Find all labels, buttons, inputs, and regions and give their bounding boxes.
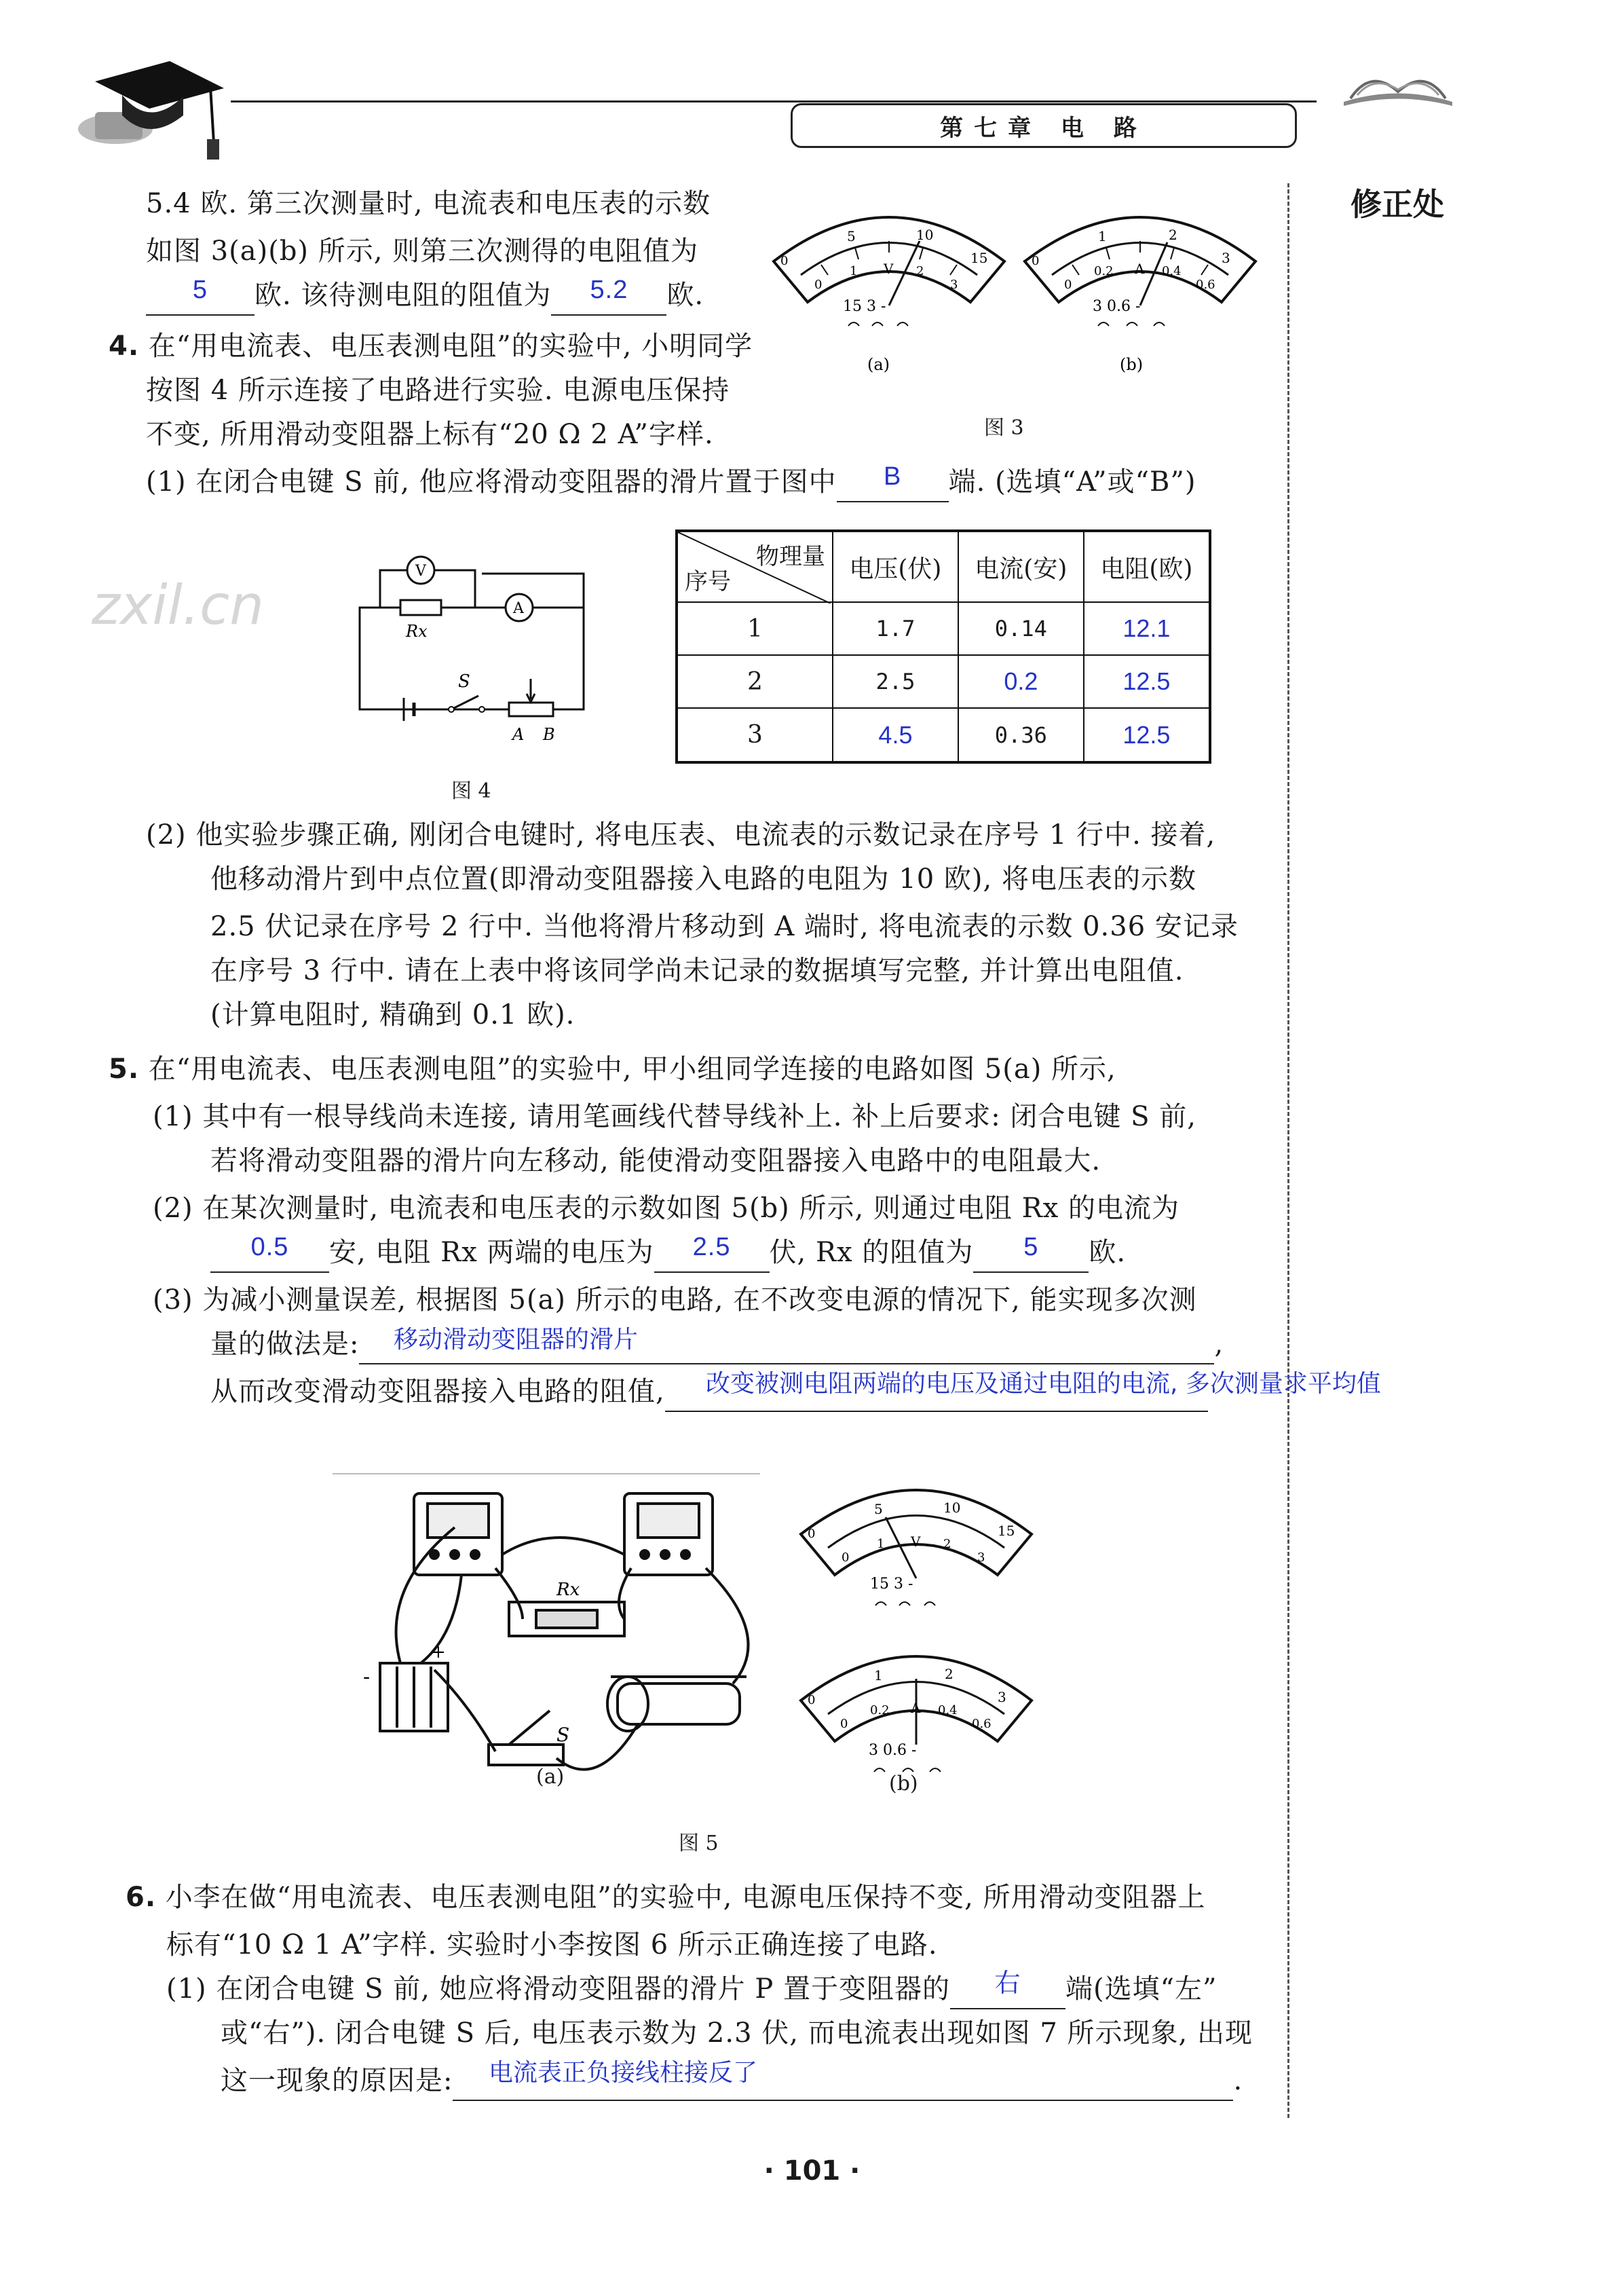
- fig3-a-bot-04: 0.4: [1162, 264, 1182, 278]
- fig3-v-bot-1: 1: [850, 264, 858, 278]
- fig5-v-bot-2: 2: [943, 1537, 951, 1551]
- fig5-a-top-3: 3: [998, 1689, 1006, 1705]
- q4-line1-text: 在“用电流表、电压表测电阻”的实验中, 小明同学: [148, 331, 753, 362]
- fig5-v-bot-0: 0: [842, 1550, 850, 1565]
- q4-blank-end[interactable]: [837, 462, 949, 502]
- fig5-apparatus: [353, 1480, 760, 1779]
- fig3-b-label: (b): [1120, 355, 1144, 374]
- fig5-a-terminals: 3 0.6 -: [869, 1742, 917, 1759]
- fig4-end-a: A: [512, 725, 525, 744]
- fig3-v-top-15: 15: [970, 250, 988, 266]
- table-cell-n: 2: [677, 655, 833, 708]
- fig3-a-bot-06: 0.6: [1196, 278, 1215, 292]
- q6-p1-end: .: [1233, 2065, 1243, 2096]
- fig3-a-bot-0: 0: [1064, 278, 1072, 292]
- fig5-v-zero: 0: [808, 1527, 816, 1541]
- fig5-v-bot-1: 1: [877, 1537, 885, 1551]
- q4-line1: [109, 326, 753, 367]
- table-cell-n: 3: [677, 708, 833, 762]
- q5-p2-l1: (2) 在某次测量时, 电流表和电压表的示数如图 5(b) 所示, 则通过电阻 Rx 的电流为: [153, 1193, 1180, 1224]
- fig5-a-bot-unit: A: [911, 1700, 921, 1716]
- q4-number: 4.: [109, 331, 140, 362]
- fig4-rx-label: Rx: [406, 622, 428, 641]
- watermark: zxil.cn: [92, 574, 264, 637]
- q5-p2-a: 安, 电阻 Rx 两端的电压为: [329, 1237, 654, 1268]
- fig3-a-terminals: 3 0.6 -: [1093, 298, 1141, 315]
- q5-p2-b: 伏, Rx 的阻值为: [769, 1237, 974, 1268]
- q5-ans-voltage: 2.5: [692, 1233, 731, 1261]
- fig5-v-top-5: 5: [874, 1501, 883, 1517]
- table-row: [677, 655, 1210, 708]
- q6-ans-side: 右: [994, 1969, 1021, 1998]
- q4-p2-l1: (2) 他实验步骤正确, 刚闭合电键时, 将电压表、电流表的示数记录在序号 1 行中. 接着,: [146, 819, 1216, 851]
- fig3-voltmeter: [767, 187, 1011, 390]
- q4-part1-b: 端. (选填“A”或“B”): [948, 466, 1196, 498]
- q3-line3-b: 欧.: [666, 280, 704, 311]
- q3-line2: 如图 3(a)(b) 所示, 则第三次测得的电阻值为: [146, 236, 699, 267]
- fig3-caption: 图 3: [984, 416, 1024, 440]
- fig3-a-bot-02: 0.2: [1094, 264, 1114, 278]
- fig5-minus: -: [363, 1665, 371, 1689]
- q3-ans-avg: 5.2: [590, 276, 628, 304]
- table-cell-i[interactable]: 0.2: [958, 655, 1084, 708]
- table-row: [677, 602, 1210, 655]
- table-cell-r[interactable]: 12.5: [1084, 708, 1210, 762]
- table-cell-r[interactable]: 12.1: [1084, 602, 1210, 655]
- q5-p2-c: 欧.: [1089, 1237, 1127, 1268]
- q5-p3-l1: (3) 为减小测量误差, 根据图 5(a) 所示的电路, 在不改变电源的情况下, 能实现多次测: [153, 1284, 1197, 1316]
- table-corner-bottom: 序号: [685, 568, 731, 595]
- fig4-end-b: B: [543, 725, 555, 744]
- chapter-title: 第七章 电 路: [940, 115, 1148, 142]
- book-logo: [1337, 61, 1459, 109]
- fig5-plus: +: [431, 1642, 446, 1662]
- table-cell-v: 2.5: [833, 655, 958, 708]
- fig4-circuit: [339, 536, 597, 754]
- q4-p2-l5: (计算电阻时, 精确到 0.1 欧).: [210, 999, 575, 1030]
- fig5-v-top-10: 10: [943, 1500, 961, 1516]
- fig3-v-bot-3: 3: [950, 278, 958, 292]
- fig5-top-rule: [333, 1473, 760, 1474]
- fig3-a-top-1: 1: [1098, 228, 1107, 244]
- fig5-v-top-15: 15: [998, 1523, 1015, 1539]
- table-header-voltage: 电压(伏): [833, 531, 958, 602]
- table-row: [677, 708, 1210, 762]
- q4-part1: [146, 462, 1196, 502]
- q4-line2: 按图 4 所示连接了电路进行实验. 电源电压保持: [146, 375, 730, 406]
- fig5-voltmeter: [787, 1459, 1045, 1636]
- fig4-caption: 图 4: [451, 779, 491, 803]
- fig3-ammeter: [1018, 187, 1262, 390]
- q5-line1: [109, 1049, 1116, 1090]
- q4-line3: 不变, 所用滑动变阻器上标有“20 Ω 2 A”字样.: [146, 419, 714, 450]
- table-header-current: 电流(安): [958, 531, 1084, 602]
- fig5-v-terminals: 15 3 -: [870, 1576, 913, 1593]
- fig5-rx-label: Rx: [556, 1580, 580, 1600]
- fig3-a-label: (a): [867, 355, 890, 374]
- q4-p2-l3: 2.5 伏记录在序号 2 行中. 当他将滑片移动到 A 端时, 将电流表的示数 0.36 安记录: [210, 911, 1239, 942]
- fig3-v-terminals: 15 3 -: [843, 298, 886, 315]
- header-rule: [231, 100, 1317, 103]
- fig5-switch-label: S: [556, 1724, 570, 1746]
- fig5-a-top-2: 2: [945, 1666, 953, 1682]
- q5-p1-l2: 若将滑动变阻器的滑片向左移动, 能使滑动变阻器接入电路中的电阻最大.: [210, 1145, 1101, 1176]
- fig5-a-bot-04: 0.4: [938, 1703, 958, 1717]
- q4-ans-end: B: [883, 462, 902, 491]
- q6-part1-b: 端(选填“左”: [1065, 1973, 1217, 2005]
- fig3-v-top-5: 5: [847, 228, 856, 244]
- table-cell-i: 0.36: [958, 708, 1084, 762]
- q5-ans-res: 5: [1023, 1233, 1039, 1261]
- fig3-a-bot-unit: A: [1135, 261, 1145, 277]
- table-corner-top: 物理量: [756, 543, 825, 570]
- fig5-a-zero: 0: [808, 1693, 816, 1707]
- fig5-v-bot-3: 3: [977, 1550, 985, 1565]
- fig5-v-bot-unit: V: [911, 1533, 921, 1550]
- fig4-voltmeter-label: V: [415, 563, 426, 580]
- q6-blank-side[interactable]: [950, 1969, 1065, 2009]
- q3-blank-avg[interactable]: [551, 276, 666, 316]
- fig5-a-bot-06: 0.6: [972, 1717, 992, 1731]
- q6-line2: 标有“10 Ω 1 A”字样. 实验时小李按图 6 所示正确连接了电路.: [166, 1929, 938, 1960]
- table-cell-n: 1: [677, 602, 833, 655]
- q5-p1-l1: (1) 其中有一根导线尚未连接, 请用笔画线代替导线补上. 补上后要求: 闭合电键 S 前,: [153, 1101, 1196, 1132]
- q6-ans-reason: 电流表正负接线柱接反了: [489, 2059, 758, 2087]
- q6-p1-l2: 或“右”). 闭合电键 S 后, 电压表示数为 2.3 伏, 而电流表出现如图 7 所示现象, 出现: [221, 2018, 1253, 2049]
- fig4-ammeter-label: A: [513, 600, 524, 617]
- q5-number: 5.: [109, 1054, 140, 1085]
- q5-blank-voltage[interactable]: [654, 1233, 770, 1273]
- q5-p3-l3-text: 从而改变滑动变阻器接入电路的阻值,: [210, 1376, 665, 1407]
- q6-number: 6.: [126, 1882, 157, 1913]
- q5-ans-current: 0.5: [250, 1233, 289, 1261]
- q3-line1: 5.4 欧. 第三次测量时, 电流表和电压表的示数: [146, 188, 711, 219]
- table-cell-v[interactable]: 4.5: [833, 708, 958, 762]
- q5-p3-l2-end: ,: [1214, 1328, 1224, 1360]
- q6-line1-text: 小李在做“用电流表、电压表测电阻”的实验中, 电源电压保持不变, 所用滑动变阻器上: [165, 1882, 1206, 1913]
- fig5-a-bot-02: 0.2: [870, 1703, 890, 1717]
- graduation-cap-logo: [68, 54, 231, 163]
- fig3-v-bot-unit: V: [884, 261, 894, 277]
- fig5-a-top-1: 1: [874, 1667, 883, 1684]
- table-header-resistance: 电阻(欧): [1084, 531, 1210, 602]
- table-cell-i: 0.14: [958, 602, 1084, 655]
- q6-part1: [166, 1969, 1217, 2009]
- fig4-switch-label: S: [458, 671, 470, 692]
- fig5-b-label: (b): [889, 1772, 918, 1796]
- q3-line3: [146, 275, 704, 316]
- fig3-a-top-3: 3: [1222, 250, 1230, 266]
- q6-p1-l3-text: 这一现象的原因是:: [221, 2065, 453, 2096]
- data-table: [675, 529, 1211, 764]
- q4-p2-l4: 在序号 3 行中. 请在上表中将该同学尚未记录的数据填写完整, 并计算出电阻值.: [210, 955, 1184, 986]
- q5-p3-l2: [210, 1324, 1224, 1364]
- fig5-a-label: (a): [536, 1765, 565, 1789]
- q3-line3-a: 欧. 该待测电阻的阻值为: [254, 280, 552, 311]
- q3-blank-resistance[interactable]: [146, 276, 254, 316]
- q6-line1: [126, 1877, 1206, 1918]
- q3-ans-resistance: 5: [192, 276, 208, 304]
- fig3-v-zero: 0: [780, 254, 789, 268]
- fig3-v-bot-0: 0: [814, 278, 823, 292]
- q5-ans-result: 改变被测电阻两端的电压及通过电阻的电流, 多次测量求平均值: [706, 1370, 1381, 1398]
- q5-line1-text: 在“用电流表、电压表测电阻”的实验中, 甲小组同学连接的电路如图 5(a) 所示,: [148, 1054, 1116, 1085]
- page-number: · 101 ·: [763, 2155, 861, 2187]
- q4-part1-a: (1) 在闭合电键 S 前, 他应将滑动变阻器的滑片置于图中: [146, 466, 837, 498]
- q5-ans-method: 移动滑动变阻器的滑片: [394, 1326, 639, 1354]
- fig3-v-top-10: 10: [916, 227, 934, 243]
- table-cell-v: 1.7: [833, 602, 958, 655]
- q5-p3-l2-text: 量的做法是:: [210, 1328, 360, 1360]
- q5-blank-current[interactable]: [210, 1233, 329, 1273]
- fig5-caption: 图 5: [679, 1832, 719, 1855]
- table-cell-r[interactable]: 12.5: [1084, 655, 1210, 708]
- fig3-v-bot-2: 2: [916, 264, 924, 278]
- q5-blank-res[interactable]: [973, 1233, 1089, 1273]
- margin-label: 修正处: [1351, 186, 1444, 223]
- fig3-a-top-2: 2: [1169, 227, 1177, 243]
- fig3-a-zero: 0: [1032, 254, 1040, 268]
- fig5-a-bot-0: 0: [840, 1717, 848, 1731]
- margin-divider: [1287, 183, 1291, 2118]
- chapter-header: [791, 103, 1297, 148]
- table-corner-cell: [677, 531, 833, 602]
- q5-p2-l2: [210, 1232, 1126, 1273]
- q4-p2-l2: 他移动滑片到中点位置(即滑动变阻器接入电路的电阻为 10 欧), 将电压表的示数: [210, 863, 1196, 895]
- q6-part1-a: (1) 在闭合电键 S 前, 她应将滑动变阻器的滑片 P 置于变阻器的: [166, 1973, 950, 2005]
